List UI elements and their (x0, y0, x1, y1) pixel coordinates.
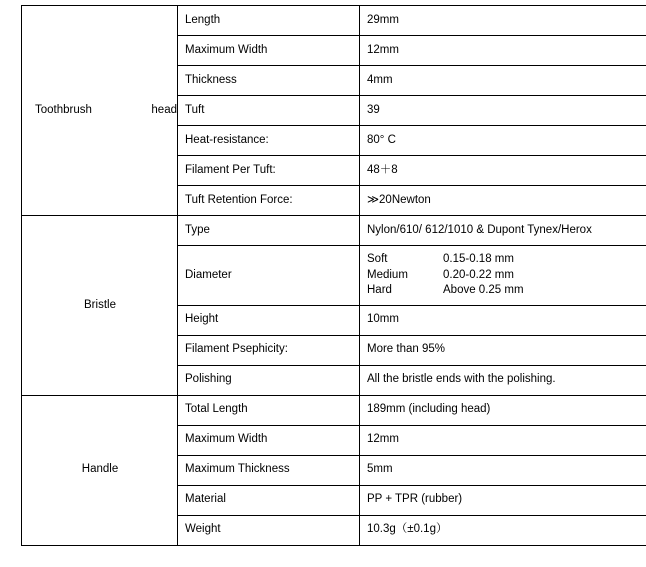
category-cell-toothbrush-head (22, 6, 178, 216)
property-cell: Filament Psephicity: (178, 335, 360, 365)
value-cell: 10mm (360, 305, 646, 335)
bristle-grade-label: Soft (367, 253, 388, 265)
property-cell: Length (178, 6, 360, 36)
property-cell: Heat-resistance: (178, 126, 360, 156)
category-cell-bristle (22, 216, 178, 396)
category-label-part-2: head (151, 103, 177, 116)
property-cell: Thickness (178, 66, 360, 96)
specification-table-container (21, 5, 629, 546)
category-cell-handle (22, 395, 178, 545)
specification-table (21, 5, 646, 546)
property-cell: Filament Per Tuft: (178, 156, 360, 186)
table-row (22, 6, 646, 36)
property-cell: Maximum Width (178, 425, 360, 455)
bristle-grade-spec: 0.15-0.18 mm (443, 253, 514, 265)
bristle-grade-spec: Above 0.25 mm (443, 284, 524, 297)
value-cell: 48＋8 (360, 156, 646, 186)
value-cell: 10.3g（±0.1g） (360, 515, 646, 545)
value-cell: 4mm (360, 66, 646, 96)
property-cell: Type (178, 216, 360, 246)
property-cell: Maximum Width (178, 36, 360, 66)
property-cell: Maximum Thickness (178, 455, 360, 485)
value-cell: ≫20Newton (360, 186, 646, 216)
bristle-grade-row (367, 268, 646, 284)
value-cell: 39 (360, 96, 646, 126)
property-cell: Weight (178, 515, 360, 545)
value-cell: 12mm (360, 36, 646, 66)
property-cell: Material (178, 485, 360, 515)
bristle-grade-label: Medium (367, 268, 408, 281)
bristle-grade-label: Hard (367, 284, 392, 297)
property-cell: Height (178, 305, 360, 335)
value-cell: 12mm (360, 425, 646, 455)
category-label-part-1: Toothbrush (35, 103, 92, 116)
bristle-grade-spec: 0.20-0.22 mm (443, 268, 514, 281)
category-label-toothbrush-head (29, 103, 183, 119)
table-body (22, 6, 646, 546)
category-label-handle: Handle (81, 463, 119, 476)
value-cell: Nylon/610/ 612/1010 & Dupont Tynex/Herox (360, 216, 646, 246)
property-cell: Tuft Retention Force: (178, 186, 360, 216)
value-cell: 80° C (360, 126, 646, 156)
value-cell-diameter (360, 246, 646, 306)
value-cell: 5mm (360, 455, 646, 485)
category-label-bristle: Bristle (84, 298, 116, 311)
property-cell: Tuft (178, 96, 360, 126)
property-cell: Polishing (178, 365, 360, 395)
value-cell: More than 95% (360, 335, 646, 365)
value-cell: All the bristle ends with the polishing. (360, 365, 646, 395)
bristle-grade-row (367, 252, 646, 268)
property-cell: Total Length (178, 395, 360, 425)
value-cell: 29mm (360, 6, 646, 36)
property-cell: Diameter (178, 246, 360, 306)
value-cell: 189mm (including head) (360, 395, 646, 425)
table-row (22, 395, 646, 425)
table-row (22, 216, 646, 246)
value-cell: PP + TPR (rubber) (360, 485, 646, 515)
bristle-grade-row (367, 283, 646, 299)
